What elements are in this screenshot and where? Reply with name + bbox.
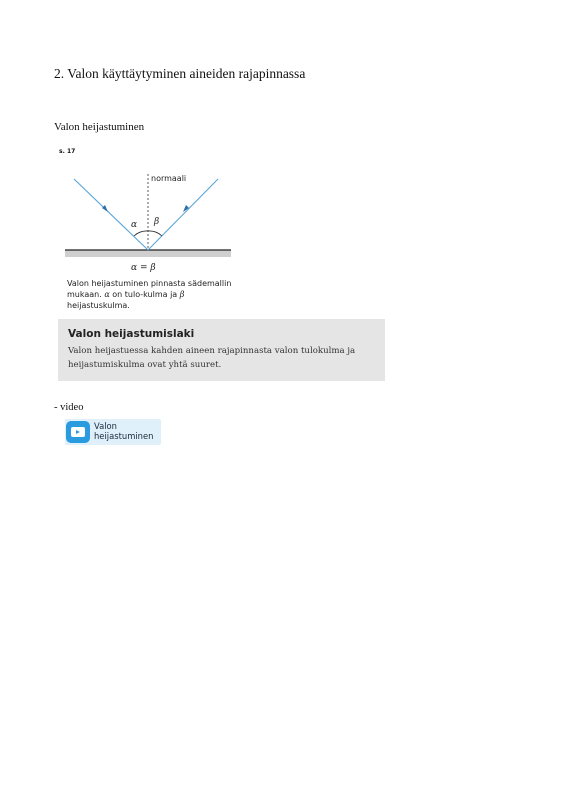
equation-label: α = β (131, 263, 156, 273)
video-title-line-1: Valon (94, 421, 117, 431)
video-label: - video (54, 402, 84, 413)
caption-text-2: on tulo-kulma ja (109, 290, 180, 299)
video-link-button[interactable] (65, 419, 161, 445)
normal-label: normaali (151, 174, 187, 183)
law-text: Valon heijastuessa kahden aineen rajapinnasta valon tulokulma ja heijastumiskulma ovat yhtä suuret. (68, 346, 356, 370)
play-triangle (76, 430, 80, 434)
reflection-diagram (62, 168, 234, 278)
alpha-angle-arc (134, 231, 148, 236)
beta-angle-arc (148, 231, 162, 236)
reflected-ray (148, 179, 218, 250)
video-title (94, 421, 153, 441)
reflection-diagram-svg (62, 168, 234, 278)
caption-text-3: heijastuskulma. (67, 301, 130, 310)
caption-text-1: Valon heijastuminen pinnasta sädemallin mukaan. (67, 279, 232, 299)
play-icon-screen (71, 427, 85, 437)
caption-beta: β (179, 290, 185, 299)
law-title: Valon heijastumislaki (68, 328, 195, 340)
play-icon (66, 421, 90, 443)
incident-ray (74, 179, 148, 250)
page-title: 2. Valon käyttäytyminen aineiden rajapinnassa (54, 66, 306, 81)
figure-caption (67, 278, 242, 311)
reflecting-surface (65, 250, 231, 257)
alpha-label: α (131, 220, 138, 230)
video-title-line-2: heijastuminen (94, 431, 154, 441)
beta-label: β (154, 217, 160, 227)
caption-alpha: α (104, 290, 110, 299)
law-box (58, 319, 385, 381)
section-heading: Valon heijastuminen (54, 121, 145, 133)
page-reference: s. 17 (59, 148, 76, 155)
